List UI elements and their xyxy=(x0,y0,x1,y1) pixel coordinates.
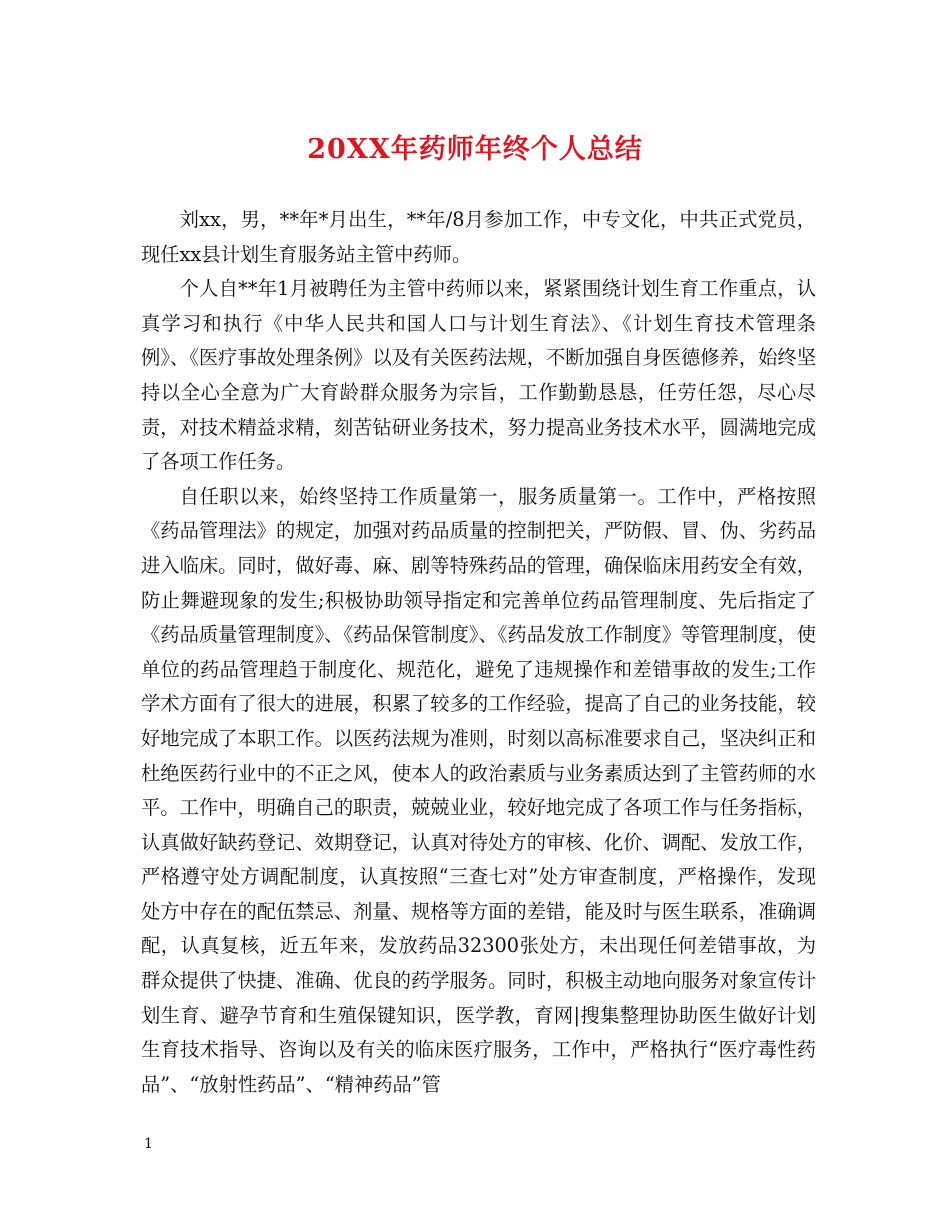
document-title: 20XX年药师年终个人总结 xyxy=(307,134,643,165)
paragraph-intro: 刘xx，男，**年*月出生，**年/8月参加工作，中专文化，中共正式党员，现任xx县计划生育服务站主管中药师。 xyxy=(141,208,816,266)
page-number: 1 xyxy=(144,1136,153,1152)
paragraph-work-quality: 自任职以来，始终坚持工作质量第一，服务质量第一。工作中，严格按照《药品管理法》的规定，加强对药品质量的控制把关，严防假、冒、伪、劣药品进入临床。同时，做好毒、麻、剧等特殊药品的管理，确保临床用药安全有效，防止舞避现象的发生;积极协助领导指定和完善单位药品管理制度、先后指定了《药品质量管理制度》、《药品保管制度》、《药品发放工作制度》等管理制度，使单位的药品管理趋于制度化、规范化，避免了违规操作和差错事故的发生;工作学术方面有了很大的进展，积累了较多的工作经验，提高了自己的业务技能，较好地完成了本职工作。以医药法规为准则，时刻以高标准要求自己，坚决纠正和杜绝医药行业中的不正之风，使本人的政治素质与业务素质达到了主管药师的水平。工作中，明确自己的职责，兢兢业业，较好地完成了各项工作与任务指标，认真做好缺药登记、效期登记，认真对待处方的审核、化价、调配、发放工作，严格遵守处方调配制度，认真按照“三查七对”处方审查制度，严格操作，发现处方中存在的配伍禁忌、剂量、规格等方面的差错，能及时与医生联系，准确调配，认真复核，近五年来，发放药品32300张处方，未出现任何差错事故，为群众提供了快捷、准确、优良的药学服务。同时，积极主动地向服务对象宣传计划生育、避孕节育和生殖保键知识，医学教，育网|搜集整理协助医生做好计划生育技术指导、咨询以及有关的临床医疗服务，工作中，严格执行“医疗毒性药品”、“放射性药品”、“精神药品”管 xyxy=(141,484,816,1096)
document-body xyxy=(141,203,816,1102)
paragraph-appointment: 个人自**年1月被聘任为主管中药师以来，紧紧围绕计划生育工作重点，认真学习和执行《中华人民共和国人口与计划生育法》、《计划生育技术管理条例》、《医疗事故处理条例》以及有关医药法规，不断加强自身医德修养，始终坚持以全心全意为广大育龄群众服务为宗旨，工作勤勤恳恳，任劳任怨，尽心尽责，对技术精益求精，刻苦钻研业务技术，努力提高业务技术水平，圆满地完成了各项工作任务。 xyxy=(141,277,816,474)
